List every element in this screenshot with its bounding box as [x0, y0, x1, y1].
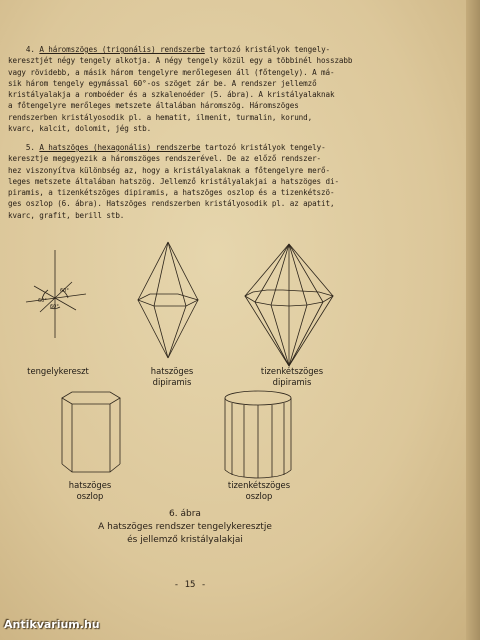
text-line: piramis, a tizenkétszöges dipiramis, a hatszöges oszlop és a tizenkétszö- [8, 188, 335, 198]
caption-line: A hatszöges rendszer tengelykeresztje [98, 522, 272, 532]
text-line: tartozó kristályok tengely- [200, 143, 326, 152]
edge [271, 305, 289, 366]
edge [154, 306, 168, 358]
edge [255, 244, 289, 302]
dodecagonal-bipyramid-drawing [243, 242, 337, 370]
text-line: keresztje megegyezik a háromszöges rendszerével. De az előző rendszer- [8, 154, 322, 164]
caption-line: és jellemző kristályalakjai [127, 535, 243, 545]
edge [289, 302, 323, 366]
side-axis [26, 294, 86, 302]
text-line: sik három tengely egymással 60°-os szöget zár be. A rendszer jellemző [8, 78, 317, 88]
label-hexagonal-prism [50, 480, 130, 502]
section-4-heading: A háromszöges (trigonális) rendszerbe [39, 45, 205, 54]
text-line: rendszerben kristályosodik pl. a hematit, ilmenit, turmalin, korund, [8, 112, 313, 122]
text-line: leges metszete általában hatszög. Jellemző kristályalakjai a hatszöges di- [8, 176, 339, 186]
label-text: hatszöges [68, 480, 112, 490]
label-text: tizenkétszöges [260, 366, 324, 376]
angle-label: 60° [60, 288, 69, 294]
caption-number: 6. ábra [169, 509, 201, 519]
text-line: tartozó kristályok tengely- [204, 45, 331, 54]
prism-bottom-edge [62, 464, 120, 472]
prism-top-face [62, 392, 120, 404]
edge [289, 244, 333, 296]
section-4-number: 4. [25, 45, 35, 54]
watermark: Antikvarium.hu [4, 618, 100, 631]
section-5-heading: A hatszöges (hexagonális) rendszerbe [39, 143, 201, 152]
edge [154, 242, 168, 306]
page-number: - 15 - [173, 580, 207, 590]
edge [289, 244, 307, 305]
bipyramid-girdle [138, 294, 198, 306]
hexagonal-bipyramid-drawing [134, 240, 204, 360]
edge [138, 242, 168, 300]
edge [271, 244, 289, 305]
axis-cross-drawing [20, 250, 90, 340]
label-text: dipiramis [272, 377, 312, 387]
figure-caption [60, 508, 310, 547]
edge [168, 300, 198, 358]
prism-top-face [225, 391, 291, 405]
label-axis-cross [18, 366, 98, 377]
label-text: tizenkétszöges [227, 480, 291, 490]
text-line: hez viszonyítva különbség az, hogy a kristályalaknak a főtengelyre merő- [8, 165, 330, 175]
edge [168, 306, 186, 358]
label-dodecagonal-bipyramid [244, 366, 340, 388]
angle-label: 60° [50, 304, 59, 310]
section-4-first-line [8, 44, 360, 55]
section-5-paragraph [8, 142, 360, 221]
edge [245, 296, 289, 366]
label-text: oszlop [245, 491, 273, 501]
edge [289, 296, 333, 366]
edge [255, 302, 289, 366]
text-line: keresztjét négy tengely alkotja. A négy tengely közül egy a többinél hosszabb [8, 56, 353, 66]
label-text: oszlop [76, 491, 104, 501]
text-line: kristályalakja a romboéder és a szkalenoéder (5. ábra). A kristályalaknak [8, 90, 335, 100]
edge [168, 242, 198, 300]
section-5-number: 5. [25, 143, 35, 152]
label-dodecagonal-prism [210, 480, 308, 502]
text-line: ges oszlop (6. ábra). Hatszöges rendszerben kristályosodik pl. az apatit, [8, 199, 335, 209]
edge [245, 244, 289, 296]
hexagonal-prism-drawing [58, 390, 128, 480]
label-text: dipiramis [152, 377, 192, 387]
text-line: kvarc, grafit, berill stb. [8, 210, 125, 220]
section-5-first-line [8, 142, 360, 153]
angle-label: 60° [38, 298, 47, 304]
label-text: tengelykereszt [27, 366, 89, 376]
label-hexagonal-bipyramid [132, 366, 212, 388]
text-line: a főtengelyre merőleges metszete általában háromszög. Háromszöges [8, 101, 299, 111]
dodecagonal-prism-drawing [222, 390, 296, 482]
edge [168, 242, 186, 306]
text-line: kvarc, kalcit, dolomit, jég stb. [8, 124, 152, 134]
edge [138, 300, 168, 358]
text-line: vagy rövidebb, a másik három tengelyre merőlegesen áll (főtengely). A má- [8, 67, 335, 77]
label-text: hatszöges [150, 366, 194, 376]
page-edge [466, 0, 480, 640]
section-4-paragraph [8, 44, 360, 134]
edge [289, 305, 307, 366]
edge [289, 244, 323, 302]
